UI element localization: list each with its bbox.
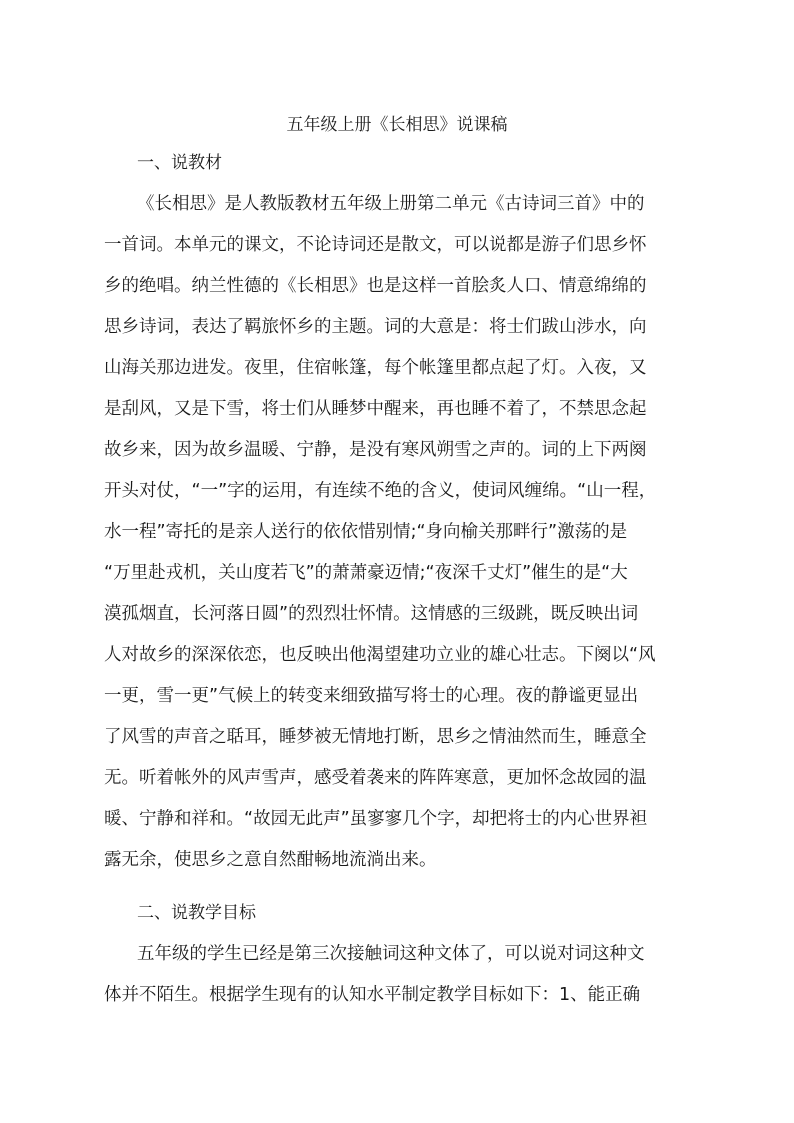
section-heading-teaching-goals: 二、说教学目标 (137, 903, 256, 923)
paragraph-line: 故乡来，因为故乡温暖、宁静，是没有寒风朔雪之声的。词的上下两阕 (104, 440, 647, 460)
paragraph-line: 人对故乡的深深依恋，也反映出他渴望建功立业的雄心壮志。下阕以“风 (104, 645, 656, 665)
paragraph-line: 漠孤烟直，长河落日圆”的烈烈壮怀情。这情感的三级跳，既反映出词 (104, 604, 639, 624)
paragraph-line: 暖、宁静和祥和。“故园无此声”虽寥寥几个字，却把将士的内心世界袒 (104, 809, 648, 829)
paragraph-line: 无。听着帐外的风声雪声，感受着袭来的阵阵寒意，更加怀念故园的温 (104, 768, 647, 788)
paragraph-line: 思乡诗词，表达了羁旅怀乡的主题。词的大意是：将士们跋山涉水，向 (104, 317, 647, 337)
paragraph-line: “万里赴戎机，关山度若飞”的萧萧豪迈情;“夜深千丈灯”催生的是“大 (104, 563, 628, 583)
paragraph-line: 山海关那边进发。夜里，住宿帐篷，每个帐篷里都点起了灯。入夜，又 (104, 358, 647, 378)
paragraph-line: 《长相思》是人教版教材五年级上册第二单元《古诗词三首》中的 (137, 194, 645, 214)
paragraph-line: 露无余，使思乡之意自然酣畅地流淌出来。 (104, 850, 437, 870)
paragraph-line: 是刮风，又是下雪，将士们从睡梦中醒来，再也睡不着了，不禁思念起 (104, 399, 647, 419)
paragraph-line: 五年级的学生已经是第三次接触词这种文体了，可以说对词这种文 (137, 944, 645, 964)
paragraph-line: 体并不陌生。根据学生现有的认知水平制定教学目标如下：1、能正确 (104, 985, 641, 1005)
paragraph-line: 了风雪的声音之聒耳，睡梦被无情地打断，思乡之情油然而生，睡意全 (104, 727, 647, 747)
paragraph-line: 乡的绝唱。纳兰性德的《长相思》也是这样一首脍炙人口、情意绵绵的 (104, 276, 647, 296)
paragraph-line: 开头对仗，“一”字的运用，有连续不绝的含义，使词风缠绵。“山一程， (104, 481, 657, 501)
paragraph-line: 水一程”寄托的是亲人送行的依依惜别情;“身向榆关那畔行”激荡的是 (104, 522, 628, 542)
document-title: 五年级上册《长相思》说课稿 (286, 115, 508, 135)
paragraph-line: 一更，雪一更”气候上的转变来细致描写将士的心理。夜的静谧更显出 (104, 686, 639, 706)
paragraph-line: 一首词。本单元的课文，不论诗词还是散文，可以说都是游子们思乡怀 (104, 235, 647, 255)
section-heading-textbook: 一、说教材 (137, 153, 222, 173)
